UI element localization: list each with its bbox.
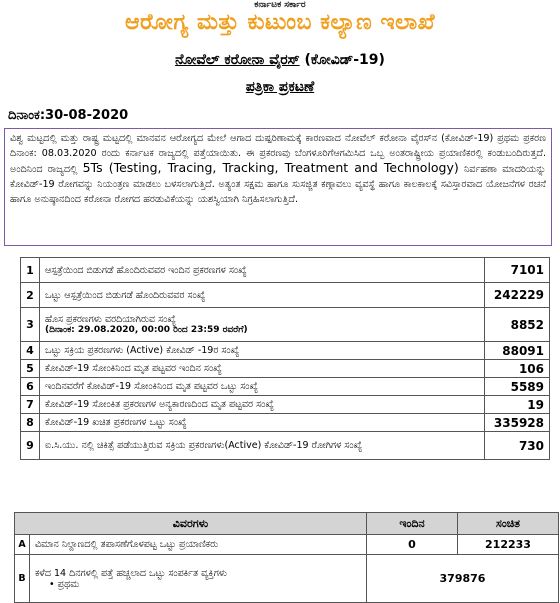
stats-table bbox=[20, 257, 550, 460]
intro-text-part1: ವಿಶ್ವ ಮಟ್ಟದಲ್ಲಿ ಮತ್ತು ರಾಷ್ಟ್ರ ಮಟ್ಟದಲ್ಲಿ ಮಾನವನ ಆರೋಗ್ಯದ ಮೇಲೆ ಆಗಾದ ದುಷ್ಪರಿಣಾಮಕ್ಕೆ ಕಾರಣವಾದ ನೋವೆಲ್ ಕರೋನಾ ವೈರಸ್‌ನ (ಕೋವಿಡ್-19) ಪ್ರಥಮ ಪ್ರಕರಣ ದಿನಾಂಕ: 08.03.2020 ರಂದು ಕರ್ನಾಟಕ ರಾಜ್ಯದಲ್ಲಿ ಪತ್ತೆಯಾಯಿತು. ಈ ಪ್ರಕರಣವು ಬೆಂಗಳೂರಿಗೆಆಗಮಿಸಿದ ಒಬ್ಬ ಅಂತರಾಷ್ಟ್ರೀಯ ಪ್ರಯಾಣಿಕರಲ್ಲಿ ಕಂಡುಬಂದಿರುತ್ತದೆ. ಅಂದಿನಿಂದ ರಾಜ್ಯದಲ್ಲಿ bbox=[10, 133, 546, 176]
row-value: 88091 bbox=[485, 342, 550, 360]
row-label: ಕೋವಿಡ್-19 ಖಚಿತ ಪ್ರಕರಣಗಳ ಒಟ್ಟು ಸಂಖ್ಯೆ bbox=[40, 414, 485, 432]
table-row bbox=[21, 342, 550, 360]
row-today-value: 0 bbox=[367, 535, 458, 555]
department-title: ಆರೋಗ್ಯ ಮತ್ತು ಕುಟುಂಬ ಕಲ್ಯಾಣ ಇಲಾಖೆ bbox=[124, 10, 436, 35]
row-label-note: (ದಿನಾಂಕ: 29.08.2020, 00:00 ರಿಂದ 23:59 ರವರೆಗೆ) bbox=[45, 325, 248, 335]
release-date: ದಿನಾಂಕ:30-08-2020 bbox=[8, 108, 129, 123]
row-value: 8852 bbox=[485, 308, 550, 342]
row-number: 3 bbox=[21, 308, 40, 342]
table-row bbox=[21, 283, 550, 308]
row-value: 379876 bbox=[367, 555, 559, 603]
row-value: 106 bbox=[485, 360, 550, 378]
row-id: B bbox=[15, 555, 30, 603]
row-label bbox=[30, 555, 367, 603]
row-label-text: ಕಳೆದ 14 ದಿನಗಳಲ್ಲಿ ಪತ್ತೆ ಹಚ್ಚಲಾದ ಒಟ್ಟು ಸಂಪರ್ಕಿತ ವ್ಯಕ್ತಿಗಳು bbox=[35, 567, 228, 579]
row-number: 8 bbox=[21, 414, 40, 432]
row-number: 5 bbox=[21, 360, 40, 378]
table-row bbox=[21, 396, 550, 414]
row-value: 335928 bbox=[485, 414, 550, 432]
row-number: 4 bbox=[21, 342, 40, 360]
press-release-heading: ಪತ್ರಿಕಾ ಪ್ರಕಟಣೆ bbox=[245, 79, 315, 95]
row-label: ಒಟ್ಟು ಆಸ್ಪತ್ರೆಯಿಂದ ಬಿಡುಗಡೆ ಹೊಂದಿರುವವರ ಸಂಖ್ಯೆ bbox=[40, 283, 485, 308]
row-label: ಕೋವಿಡ್-19 ಸೋಂಕಿನಿಂದ ಮೃತ ಪಟ್ಟವರ ಇಂದಿನ ಸಂಖ್ಯೆ bbox=[40, 360, 485, 378]
bullet-item: • ಪ್ರಥಮ bbox=[49, 578, 80, 590]
row-number: 6 bbox=[21, 378, 40, 396]
table-row bbox=[15, 555, 559, 603]
row-label: ಐ.ಸಿ.ಯು. ನಲ್ಲಿ ಚಿಕಿತ್ಸೆ ಪಡೆಯುತ್ತಿರುವ ಸಕ್ರಿಯ ಪ್ರಕರಣಗಳು(Active) ಕೋವಿಡ್-19 ರೋಗಿಗಳ ಸಂಖ್ಯೆ bbox=[40, 432, 485, 460]
intro-paragraph bbox=[4, 128, 552, 246]
header-today: ಇಂದಿನ bbox=[367, 513, 458, 535]
row-value: 7101 bbox=[485, 258, 550, 283]
header-cumulative: ಸಂಚಿತ bbox=[458, 513, 559, 535]
row-value: 5589 bbox=[485, 378, 550, 396]
subject-heading bbox=[0, 52, 560, 68]
bullet-text: ಪ್ರಥಮ bbox=[57, 578, 80, 590]
row-number: 1 bbox=[21, 258, 40, 283]
row-value: 730 bbox=[485, 432, 550, 460]
details-table bbox=[14, 512, 559, 603]
row-number: 9 bbox=[21, 432, 40, 460]
row-value: 242229 bbox=[485, 283, 550, 308]
table-row bbox=[21, 308, 550, 342]
table-row bbox=[21, 432, 550, 460]
table-header-row bbox=[15, 513, 559, 535]
table-row bbox=[15, 535, 559, 555]
row-label: ಆಸ್ಪತ್ರೆಯಿಂದ ಬಿಡುಗಡೆ ಹೊಂದಿರುವವರ ಇಂದಿನ ಪ್ರಕರಣಗಳ ಸಂಖ್ಯೆ bbox=[40, 258, 485, 283]
row-number: 2 bbox=[21, 283, 40, 308]
row-number: 7 bbox=[21, 396, 40, 414]
table-row bbox=[21, 378, 550, 396]
row-label: ಇಂದಿನವರೆಗೆ ಕೋವಿಡ್-19 ಸೋಂಕಿನಿಂದ ಮೃತ ಪಟ್ಟವರ ಒಟ್ಟು ಸಂಖ್ಯೆ bbox=[40, 378, 485, 396]
row-value: 19 bbox=[485, 396, 550, 414]
table-row bbox=[21, 414, 550, 432]
row-label bbox=[40, 308, 485, 342]
table-row bbox=[21, 258, 550, 283]
intro-text-part2: ನಿರ್ವಹಣಾ ಮಾದರಿಯನ್ನು ಕೋವಿಡ್-19 ರೋಗವನ್ನು ನಿಯಂತ್ರಣ ಮಾಡಲು ಬಳಸಲಾಗುತ್ತಿದೆ. ಅತ್ಯಂತ ಸಕ್ಷಮ ಹಾಗೂ ಸುಸಜ್ಜಿತ ಕಣ್ಗಾವಲು ವ್ಯವಸ್ಥೆ ಹಾಗೂ ಕಾಲಕಾಲಕ್ಕೆ ಸವಿಸ್ತಾರವಾದ ಯೋಜನೆಗಳ ರಚನೆ ಹಾಗೂ ಅನುಷ್ಠಾನದಿಂದ ಕರೋನಾ ರೋಗದ ಹರಡುವಿಕೆಯನ್ನು ಯಶಸ್ವಿಯಾಗಿ ನಿಗ್ರಹಿಸಲಾಗುತ್ತಿದೆ. bbox=[10, 164, 546, 205]
row-label: ಒಟ್ಟು ಸಕ್ರಿಯ ಪ್ರಕರಣಗಳು (Active) ಕೋವಿಡ್ -19ರ ಸಂಖ್ಯೆ bbox=[40, 342, 485, 360]
row-label: ವಿಮಾನ ನಿಲ್ದಾಣದಲ್ಲಿ ತಪಾಸಣೆಗೊಳಪಟ್ಟ ಒಟ್ಟು ಪ್ರಯಾಣಿಕರು bbox=[30, 535, 367, 555]
row-label-text: ಹೊಸ ಪ್ರಕರಣಗಳು ವರದಿಯಾಗಿರುವ ಸಂಖ್ಯೆ bbox=[45, 314, 176, 325]
subject-text: ನೋವೆಲ್ ಕರೋನಾ ವೈರಸ್ bbox=[175, 52, 300, 68]
table-row bbox=[21, 360, 550, 378]
row-cumulative-value: 212233 bbox=[458, 535, 559, 555]
subject-suffix: (ಕೋವಿಡ್-19) bbox=[304, 52, 385, 68]
row-label: ಕೋವಿಡ್-19 ಸೋಂಕಿತ ಪ್ರಕರಣಗಳ ಅನ್ಯಕಾರಣದಿಂದ ಮೃತ ಪಟ್ಟವರ ಸಂಖ್ಯೆ bbox=[40, 396, 485, 414]
header-details: ವಿವರಗಳು bbox=[15, 513, 367, 535]
intro-english-text: 5Ts (Testing, Tracing, Tracking, Treatment and Technology) bbox=[82, 160, 459, 176]
row-id: A bbox=[15, 535, 30, 555]
government-name: ಕರ್ನಾಟಕ ಸರ್ಕಾರ bbox=[254, 0, 306, 10]
